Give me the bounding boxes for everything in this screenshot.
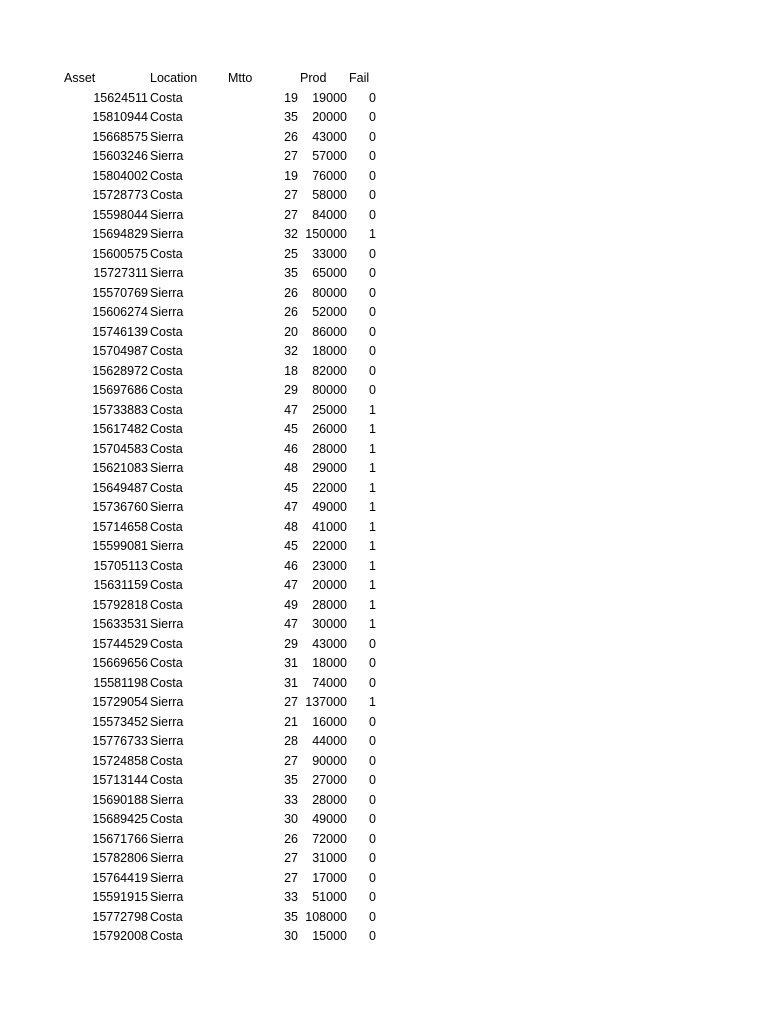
cell-mtto: 46 [284, 441, 298, 456]
cell-mtto: 45 [284, 539, 298, 553]
cell-location: Sierra [150, 305, 184, 319]
cell-location: Costa [150, 402, 183, 417]
cell-prod: 108000 [305, 909, 347, 924]
cell-mtto: 26 [284, 285, 298, 300]
cell-mtto: 27 [284, 207, 298, 222]
cell-asset: 15694829 [92, 227, 148, 241]
cell-prod: 28000 [312, 597, 347, 612]
cell-fail: 0 [369, 207, 376, 222]
table-row [0, 381, 768, 401]
table-row [0, 420, 768, 440]
table-row [0, 186, 768, 206]
cell-fail: 0 [369, 909, 376, 924]
cell-fail: 0 [369, 129, 376, 144]
cell-prod: 18000 [312, 656, 347, 670]
cell-prod: 58000 [312, 188, 347, 202]
cell-location: Sierra [150, 734, 184, 748]
table-row [0, 440, 768, 460]
cell-fail: 0 [369, 812, 376, 826]
cell-location: Costa [150, 929, 183, 943]
cell-fail: 0 [369, 929, 376, 943]
cell-fail: 0 [369, 324, 376, 339]
cell-prod: 65000 [312, 266, 347, 280]
cell-location: Costa [150, 324, 183, 339]
cell-asset: 15649487 [92, 480, 148, 495]
cell-asset: 15704987 [92, 344, 148, 358]
table-row [0, 732, 768, 752]
table-row [0, 674, 768, 694]
cell-asset: 15714658 [92, 519, 148, 534]
cell-location: Costa [150, 656, 183, 670]
cell-fail: 0 [369, 656, 376, 670]
table-row [0, 206, 768, 226]
cell-prod: 16000 [312, 714, 347, 729]
cell-asset: 15697686 [92, 383, 148, 397]
cell-mtto: 33 [284, 890, 298, 904]
cell-location: Sierra [150, 617, 184, 631]
table-row [0, 576, 768, 596]
table-row [0, 479, 768, 499]
cell-fail: 0 [369, 246, 376, 261]
cell-fail: 0 [369, 383, 376, 397]
cell-location: Costa [150, 383, 183, 397]
cell-asset: 15624511 [93, 90, 148, 105]
cell-location: Sierra [150, 285, 184, 300]
cell-prod: 90000 [312, 753, 347, 768]
cell-fail: 0 [369, 188, 376, 202]
cell-prod: 26000 [312, 422, 347, 436]
cell-location: Costa [150, 909, 183, 924]
cell-fail: 0 [369, 675, 376, 690]
cell-asset: 15776733 [92, 734, 148, 748]
table-row [0, 323, 768, 343]
cell-prod: 19000 [312, 90, 347, 105]
cell-mtto: 47 [284, 402, 298, 417]
cell-fail: 0 [369, 753, 376, 768]
cell-location: Sierra [150, 792, 184, 807]
cell-asset: 15729054 [92, 695, 148, 709]
cell-prod: 18000 [312, 344, 347, 358]
table-row [0, 459, 768, 479]
cell-asset: 15804002 [92, 168, 148, 183]
table-row [0, 89, 768, 109]
cell-prod: 76000 [312, 168, 347, 183]
cell-asset: 15669656 [92, 656, 148, 670]
cell-asset: 15668575 [92, 129, 148, 144]
cell-location: Costa [150, 519, 183, 534]
table-row [0, 108, 768, 128]
cell-mtto: 27 [284, 753, 298, 768]
cell-fail: 0 [369, 890, 376, 904]
cell-prod: 150000 [305, 227, 347, 241]
cell-prod: 30000 [312, 617, 347, 631]
cell-asset: 15581198 [93, 675, 148, 690]
cell-mtto: 29 [284, 383, 298, 397]
cell-location: Costa [150, 753, 183, 768]
column-header-fail: Fail [349, 71, 370, 85]
cell-asset: 15600575 [92, 246, 148, 261]
cell-mtto: 31 [284, 656, 298, 670]
table-row [0, 342, 768, 362]
cell-location: Costa [150, 363, 183, 378]
table-row [0, 830, 768, 850]
cell-fail: 0 [369, 90, 376, 105]
cell-prod: 20000 [312, 578, 347, 592]
cell-location: Costa [150, 812, 183, 826]
table-row [0, 693, 768, 713]
cell-mtto: 32 [284, 344, 298, 358]
cell-mtto: 47 [284, 500, 298, 514]
cell-mtto: 45 [284, 480, 298, 495]
table-row [0, 225, 768, 245]
cell-mtto: 27 [284, 695, 298, 709]
cell-fail: 0 [369, 285, 376, 300]
cell-asset: 15617482 [92, 422, 148, 436]
table-row [0, 284, 768, 304]
cell-location: Costa [150, 344, 183, 358]
cell-location: Costa [150, 422, 183, 436]
cell-fail: 0 [369, 363, 376, 378]
cell-asset: 15705113 [93, 558, 148, 573]
column-header-location: Location [150, 71, 198, 85]
cell-mtto: 48 [284, 461, 298, 475]
cell-asset: 15598044 [92, 207, 148, 222]
cell-fail: 1 [369, 578, 376, 592]
cell-mtto: 19 [284, 90, 298, 105]
cell-mtto: 20 [284, 324, 298, 339]
table-row [0, 147, 768, 167]
cell-mtto: 35 [284, 773, 298, 787]
cell-fail: 1 [369, 422, 376, 436]
cell-prod: 27000 [312, 773, 347, 787]
cell-fail: 0 [369, 870, 376, 885]
cell-location: Costa [150, 597, 183, 612]
cell-prod: 29000 [312, 461, 347, 475]
cell-fail: 0 [369, 831, 376, 846]
table-row [0, 518, 768, 538]
cell-fail: 1 [369, 480, 376, 495]
table-row [0, 245, 768, 265]
table-row [0, 654, 768, 674]
cell-fail: 0 [369, 266, 376, 280]
cell-mtto: 46 [284, 558, 298, 573]
cell-location: Sierra [150, 695, 184, 709]
cell-asset: 15792818 [92, 597, 148, 612]
cell-asset: 15772798 [92, 909, 148, 924]
cell-mtto: 30 [284, 812, 298, 826]
column-header-asset: Asset [64, 71, 96, 85]
cell-prod: 22000 [312, 539, 347, 553]
cell-fail: 1 [369, 539, 376, 553]
cell-location: Costa [150, 168, 183, 183]
cell-location: Costa [150, 480, 183, 495]
table-row [0, 791, 768, 811]
cell-mtto: 35 [284, 110, 298, 124]
table-row [0, 537, 768, 557]
cell-asset: 15599081 [92, 539, 148, 553]
cell-location: Costa [150, 636, 183, 651]
cell-fail: 1 [369, 402, 376, 417]
cell-fail: 0 [369, 714, 376, 729]
cell-asset: 15631159 [93, 578, 148, 592]
cell-fail: 0 [369, 851, 376, 865]
cell-location: Sierra [150, 714, 184, 729]
cell-prod: 49000 [312, 500, 347, 514]
cell-mtto: 29 [284, 636, 298, 651]
table-row [0, 401, 768, 421]
cell-asset: 15728773 [92, 188, 148, 202]
table-row [0, 128, 768, 148]
cell-location: Sierra [150, 870, 184, 885]
column-header-mtto: Mtto [228, 71, 253, 85]
cell-mtto: 26 [284, 129, 298, 144]
cell-fail: 0 [369, 305, 376, 319]
cell-mtto: 25 [284, 246, 298, 261]
cell-asset: 15570769 [92, 285, 148, 300]
cell-mtto: 26 [284, 831, 298, 846]
cell-location: Sierra [150, 207, 184, 222]
cell-prod: 82000 [312, 363, 347, 378]
cell-location: Costa [150, 558, 183, 573]
cell-asset: 15736760 [92, 500, 148, 514]
cell-location: Costa [150, 246, 183, 261]
cell-asset: 15792008 [92, 929, 148, 943]
cell-mtto: 19 [284, 168, 298, 183]
cell-prod: 31000 [312, 851, 347, 865]
table-row [0, 303, 768, 323]
table-row [0, 752, 768, 772]
cell-prod: 43000 [312, 129, 347, 144]
cell-mtto: 30 [284, 929, 298, 943]
cell-location: Sierra [150, 831, 184, 846]
cell-fail: 1 [369, 441, 376, 456]
cell-fail: 0 [369, 344, 376, 358]
cell-asset: 15744529 [92, 636, 148, 651]
cell-fail: 0 [369, 636, 376, 651]
cell-prod: 137000 [305, 695, 347, 709]
table-row [0, 713, 768, 733]
cell-asset: 15727311 [93, 266, 148, 280]
cell-asset: 15689425 [92, 812, 148, 826]
cell-asset: 15628972 [92, 363, 148, 378]
cell-fail: 0 [369, 792, 376, 807]
cell-location: Costa [150, 441, 183, 456]
cell-prod: 84000 [312, 207, 347, 222]
cell-mtto: 28 [284, 734, 298, 748]
cell-prod: 15000 [312, 929, 347, 943]
table-row [0, 167, 768, 187]
cell-location: Sierra [150, 500, 184, 514]
cell-prod: 44000 [312, 734, 347, 748]
cell-prod: 33000 [312, 246, 347, 261]
cell-prod: 23000 [312, 558, 347, 573]
cell-mtto: 35 [284, 266, 298, 280]
cell-prod: 52000 [312, 305, 347, 319]
cell-fail: 0 [369, 168, 376, 183]
cell-location: Sierra [150, 539, 184, 553]
cell-mtto: 47 [284, 578, 298, 592]
cell-mtto: 35 [284, 909, 298, 924]
cell-fail: 0 [369, 110, 376, 124]
cell-mtto: 33 [284, 792, 298, 807]
cell-asset: 15782806 [92, 851, 148, 865]
table-body [0, 89, 768, 947]
table-row [0, 869, 768, 889]
cell-asset: 15573452 [92, 714, 148, 729]
cell-prod: 49000 [312, 812, 347, 826]
cell-fail: 1 [369, 500, 376, 514]
cell-asset: 15591915 [92, 890, 148, 904]
cell-mtto: 32 [284, 227, 298, 241]
table-row [0, 771, 768, 791]
cell-prod: 17000 [312, 870, 347, 885]
cell-asset: 15746139 [92, 324, 148, 339]
table-row [0, 635, 768, 655]
cell-asset: 15606274 [92, 305, 148, 319]
cell-asset: 15621083 [92, 461, 148, 475]
cell-prod: 86000 [312, 324, 347, 339]
cell-prod: 22000 [312, 480, 347, 495]
cell-location: Costa [150, 773, 183, 787]
cell-fail: 1 [369, 695, 376, 709]
header-row [0, 69, 768, 89]
cell-fail: 0 [369, 734, 376, 748]
cell-mtto: 31 [284, 675, 298, 690]
cell-location: Sierra [150, 461, 184, 475]
cell-fail: 1 [369, 617, 376, 631]
cell-location: Costa [150, 675, 183, 690]
cell-asset: 15671766 [92, 831, 148, 846]
cell-fail: 1 [369, 597, 376, 612]
column-header-prod: Prod [300, 71, 327, 85]
cell-mtto: 27 [284, 149, 298, 163]
cell-asset: 15633531 [92, 617, 148, 631]
cell-asset: 15764419 [92, 870, 148, 885]
cell-asset: 15704583 [92, 441, 148, 456]
cell-location: Sierra [150, 890, 184, 904]
cell-fail: 1 [369, 558, 376, 573]
cell-prod: 80000 [312, 285, 347, 300]
table-row [0, 498, 768, 518]
cell-mtto: 27 [284, 851, 298, 865]
table-row [0, 927, 768, 947]
cell-fail: 0 [369, 149, 376, 163]
table-row [0, 557, 768, 577]
cell-asset: 15733883 [92, 402, 148, 417]
table-row [0, 596, 768, 616]
cell-mtto: 27 [284, 870, 298, 885]
spreadsheet-table [0, 69, 768, 947]
cell-asset: 15724858 [92, 753, 148, 768]
cell-mtto: 48 [284, 519, 298, 534]
table-row [0, 615, 768, 635]
cell-mtto: 45 [284, 422, 298, 436]
cell-asset: 15603246 [92, 149, 148, 163]
table-row [0, 849, 768, 869]
cell-asset: 15690188 [92, 792, 148, 807]
cell-location: Sierra [150, 227, 184, 241]
cell-prod: 57000 [312, 149, 347, 163]
cell-mtto: 26 [284, 305, 298, 319]
cell-mtto: 49 [284, 597, 298, 612]
table-row [0, 362, 768, 382]
cell-fail: 1 [369, 227, 376, 241]
cell-prod: 72000 [312, 831, 347, 846]
cell-fail: 1 [369, 519, 376, 534]
cell-location: Sierra [150, 266, 184, 280]
cell-asset: 15713144 [92, 773, 148, 787]
table-row [0, 888, 768, 908]
cell-fail: 1 [369, 461, 376, 475]
cell-prod: 28000 [312, 792, 347, 807]
cell-prod: 80000 [312, 383, 347, 397]
cell-location: Sierra [150, 149, 184, 163]
cell-prod: 25000 [312, 402, 347, 417]
cell-location: Costa [150, 90, 183, 105]
cell-prod: 20000 [312, 110, 347, 124]
table-row [0, 908, 768, 928]
cell-location: Costa [150, 188, 183, 202]
cell-fail: 0 [369, 773, 376, 787]
cell-location: Costa [150, 578, 183, 592]
cell-prod: 51000 [312, 890, 347, 904]
cell-prod: 74000 [312, 675, 347, 690]
cell-location: Costa [150, 110, 183, 124]
cell-prod: 43000 [312, 636, 347, 651]
cell-mtto: 21 [284, 714, 298, 729]
cell-mtto: 18 [284, 363, 298, 378]
cell-location: Sierra [150, 129, 184, 144]
table-row [0, 264, 768, 284]
cell-prod: 28000 [312, 441, 347, 456]
cell-prod: 41000 [312, 519, 347, 534]
cell-mtto: 27 [284, 188, 298, 202]
cell-location: Sierra [150, 851, 184, 865]
table-row [0, 810, 768, 830]
cell-asset: 15810944 [92, 110, 148, 124]
cell-mtto: 47 [284, 617, 298, 631]
